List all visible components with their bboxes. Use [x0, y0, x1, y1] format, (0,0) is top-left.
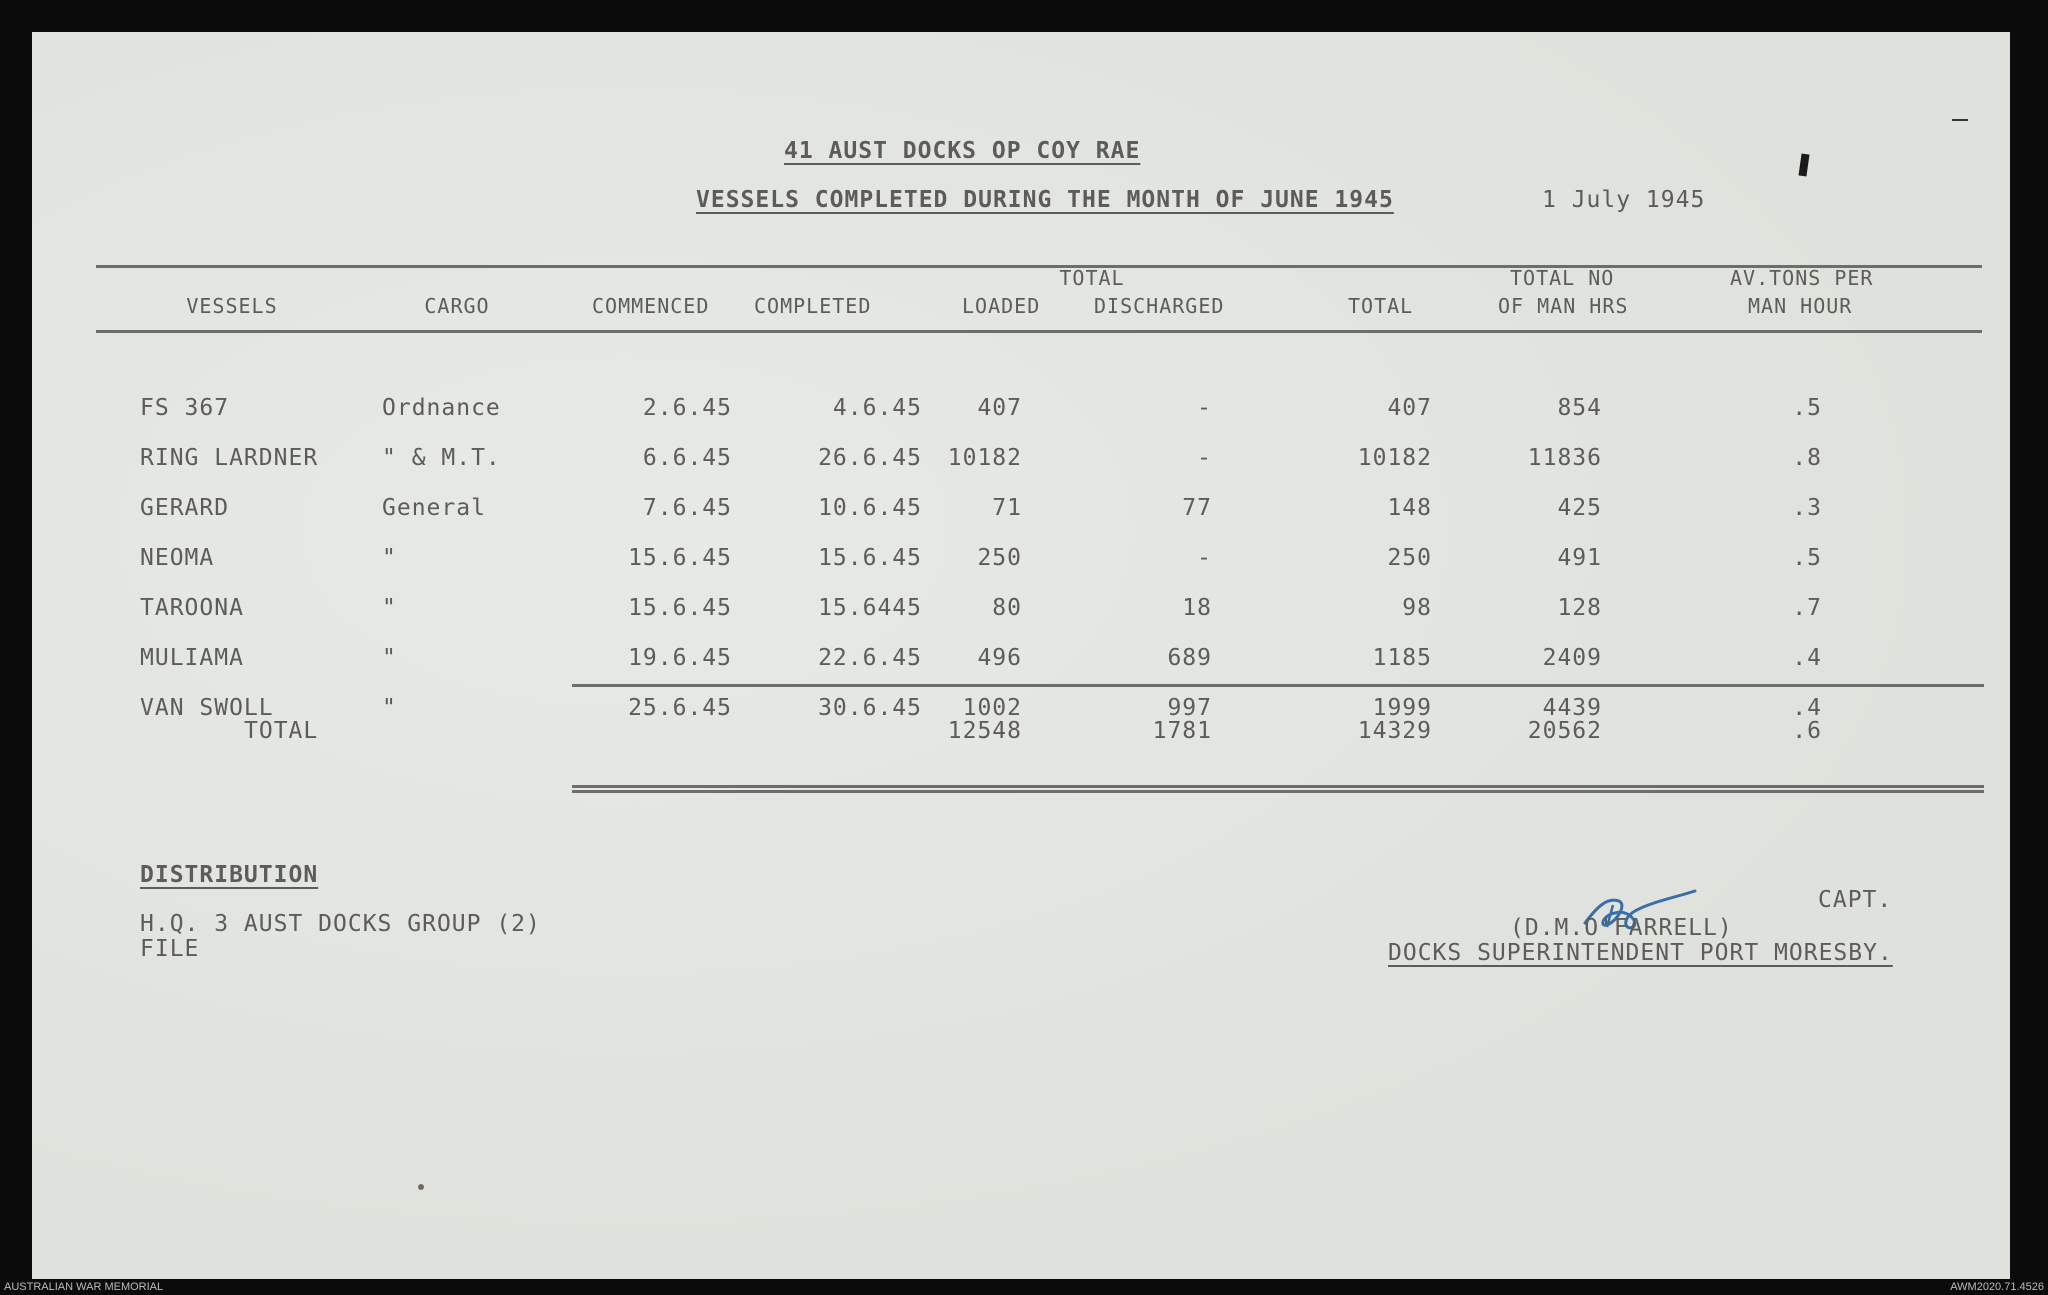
distribution-line-2: FILE: [140, 936, 200, 962]
cell-discharged: 997: [1167, 695, 1212, 721]
header-completed: COMPLETED: [754, 294, 872, 318]
cell-discharged: -: [1197, 395, 1212, 421]
cell-man-hrs: 491: [1557, 545, 1602, 571]
paper-spot-icon: [418, 1184, 424, 1190]
totals-loaded: 12548: [947, 718, 1022, 744]
header-commenced: COMMENCED: [592, 294, 710, 318]
document-date: 1 July 1945: [1542, 187, 1706, 213]
cell-cargo: Ordnance: [382, 395, 501, 421]
cell-commenced: 2.6.45: [642, 395, 732, 421]
document-title: 41 AUST DOCKS OP COY RAE: [784, 138, 1141, 164]
header-man-hrs-line2: OF MAN HRS: [1498, 294, 1629, 318]
cell-vessel: FS 367: [140, 395, 230, 421]
document-subtitle: VESSELS COMPLETED DURING THE MONTH OF JUNE 1945: [696, 187, 1394, 213]
cell-total: 1999: [1372, 695, 1432, 721]
cell-discharged: 689: [1167, 645, 1212, 671]
totals-label: TOTAL: [244, 718, 319, 744]
document-page: [32, 32, 2010, 1279]
cell-total: 98: [1402, 595, 1432, 621]
punch-mark-icon: [1799, 154, 1810, 177]
totals-av: .6: [1792, 718, 1822, 744]
distribution-line-1: H.Q. 3 AUST DOCKS GROUP (2): [140, 911, 541, 937]
signature-role: DOCKS SUPERINTENDENT PORT MORESBY.: [1388, 940, 1893, 966]
cell-av: .4: [1792, 645, 1822, 671]
cell-completed: 30.6.45: [818, 695, 922, 721]
cell-loaded: 496: [977, 645, 1022, 671]
cell-cargo: General: [382, 495, 486, 521]
archive-footer: [0, 1279, 2048, 1295]
cell-man-hrs: 2409: [1542, 645, 1602, 671]
header-total: TOTAL: [1348, 294, 1414, 318]
cell-completed: 15.6.45: [818, 545, 922, 571]
cell-total: 148: [1387, 495, 1432, 521]
cell-completed: 15.6445: [818, 595, 922, 621]
cell-completed: 10.6.45: [818, 495, 922, 521]
cell-loaded: 71: [992, 495, 1022, 521]
footer-source: AUSTRALIAN WAR MEMORIAL: [4, 1281, 164, 1293]
cell-total: 10182: [1357, 445, 1432, 471]
cell-man-hrs: 425: [1557, 495, 1602, 521]
cell-vessel: VAN SWOLL: [140, 695, 274, 721]
cell-man-hrs: 128: [1557, 595, 1602, 621]
header-bottom-rule: [96, 330, 1982, 333]
header-av-line2: MAN HOUR: [1748, 294, 1853, 318]
cell-av: .5: [1792, 395, 1822, 421]
cell-commenced: 19.6.45: [628, 645, 732, 671]
cell-commenced: 25.6.45: [628, 695, 732, 721]
cell-total: 1185: [1372, 645, 1432, 671]
cell-loaded: 250: [977, 545, 1022, 571]
cell-completed: 26.6.45: [818, 445, 922, 471]
signature-rank: CAPT.: [1818, 887, 1893, 913]
cell-discharged: 77: [1182, 495, 1212, 521]
edge-mark-icon: [1952, 119, 1968, 121]
cell-cargo: ": [382, 645, 397, 671]
cell-completed: 22.6.45: [818, 645, 922, 671]
cell-vessel: MULIAMA: [140, 645, 244, 671]
totals-man-hrs: 20562: [1527, 718, 1602, 744]
cell-av: .8: [1792, 445, 1822, 471]
cell-commenced: 15.6.45: [628, 545, 732, 571]
cell-man-hrs: 4439: [1542, 695, 1602, 721]
cell-cargo: ": [382, 595, 397, 621]
cell-av: .5: [1792, 545, 1822, 571]
totals-double-rule: [572, 785, 1984, 793]
cell-loaded: 10182: [947, 445, 1022, 471]
header-discharged: DISCHARGED: [1094, 294, 1225, 318]
cell-av: .4: [1792, 695, 1822, 721]
cell-cargo: ": [382, 695, 397, 721]
totals-discharged: 1781: [1152, 718, 1212, 744]
cell-vessel: NEOMA: [140, 545, 215, 571]
cell-loaded: 1002: [962, 695, 1022, 721]
cell-av: .7: [1792, 595, 1822, 621]
cell-av: .3: [1792, 495, 1822, 521]
header-loaded: LOADED: [962, 294, 1041, 318]
cell-total: 407: [1387, 395, 1432, 421]
header-av-line1: AV.TONS PER: [1730, 266, 1874, 290]
cell-man-hrs: 11836: [1527, 445, 1602, 471]
cell-cargo: " & M.T.: [382, 445, 501, 471]
cell-total: 250: [1387, 545, 1432, 571]
cell-discharged: 18: [1182, 595, 1212, 621]
cell-man-hrs: 854: [1557, 395, 1602, 421]
header-cargo: CARGO: [424, 294, 490, 318]
distribution-heading: DISTRIBUTION: [140, 862, 319, 888]
cell-vessel: TAROONA: [140, 595, 244, 621]
cell-discharged: -: [1197, 545, 1212, 571]
header-total-group: TOTAL: [1059, 266, 1125, 290]
cell-commenced: 6.6.45: [642, 445, 732, 471]
cell-commenced: 7.6.45: [642, 495, 732, 521]
cell-commenced: 15.6.45: [628, 595, 732, 621]
cell-completed: 4.6.45: [832, 395, 922, 421]
header-vessels: VESSELS: [186, 294, 278, 318]
totals-total: 14329: [1357, 718, 1432, 744]
cell-vessel: RING LARDNER: [140, 445, 319, 471]
signature-name: (D.M.O'FARRELL): [1510, 915, 1733, 941]
cell-loaded: 80: [992, 595, 1022, 621]
header-man-hrs-line1: TOTAL NO: [1510, 266, 1615, 290]
cell-cargo: ": [382, 545, 397, 571]
cell-discharged: -: [1197, 445, 1212, 471]
cell-vessel: GERARD: [140, 495, 230, 521]
footer-catalog-id: AWM2020.71.4526: [1950, 1281, 2044, 1293]
cell-loaded: 407: [977, 395, 1022, 421]
subtotal-rule: [572, 684, 1984, 687]
